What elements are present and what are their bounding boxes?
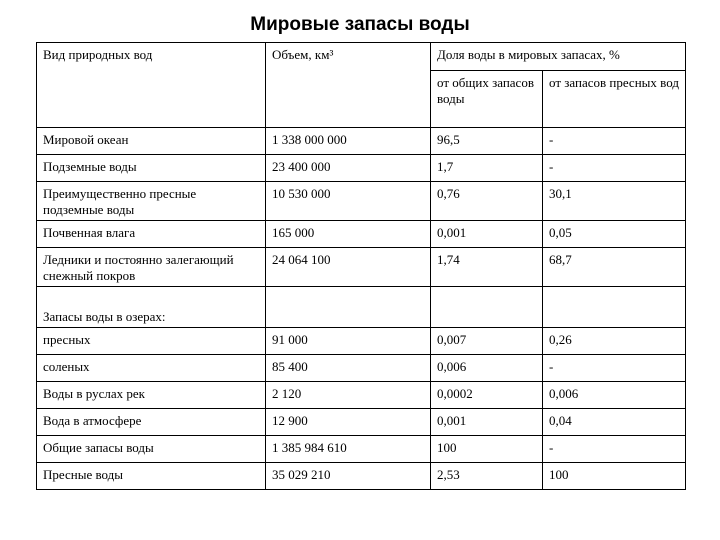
- table-row: [37, 409, 686, 436]
- row-name: Общие запасы воды: [37, 436, 266, 463]
- header-type: Вид природных вод: [37, 43, 266, 128]
- lakes-label: Запасы воды в озерах:: [37, 287, 266, 328]
- row-share-total: 0,007: [431, 328, 543, 355]
- row-share-total: 96,5: [431, 128, 543, 155]
- row-share-fresh: 0,05: [543, 221, 686, 248]
- row-volume: 1 385 984 610: [266, 436, 431, 463]
- row-share-fresh: 0,26: [543, 328, 686, 355]
- lakes-share-total-empty: [431, 287, 543, 328]
- row-volume: 23 400 000: [266, 155, 431, 182]
- row-share-fresh: -: [543, 128, 686, 155]
- row-volume: 12 900: [266, 409, 431, 436]
- table-row: [37, 182, 686, 221]
- row-share-fresh: -: [543, 355, 686, 382]
- row-volume: 1 338 000 000: [266, 128, 431, 155]
- row-name: Почвенная влага: [37, 221, 266, 248]
- row-share-total: 0,006: [431, 355, 543, 382]
- table-row: [37, 355, 686, 382]
- table-row: [37, 128, 686, 155]
- row-share-fresh: -: [543, 155, 686, 182]
- row-name: Подземные воды: [37, 155, 266, 182]
- lakes-volume-empty: [266, 287, 431, 328]
- row-share-total: 100: [431, 436, 543, 463]
- row-volume: 10 530 000: [266, 182, 431, 221]
- header-row: [37, 43, 686, 71]
- water-reserves-table: [36, 42, 686, 490]
- table-row: [37, 436, 686, 463]
- lakes-row: [37, 287, 686, 328]
- row-share-total: 0,0002: [431, 382, 543, 409]
- row-name: Мировой океан: [37, 128, 266, 155]
- row-share-total: 1,7: [431, 155, 543, 182]
- table-row: [37, 463, 686, 490]
- row-volume: 35 029 210: [266, 463, 431, 490]
- row-name: Ледники и постоянно залегающий снежный покров: [37, 248, 266, 287]
- row-share-total: 0,76: [431, 182, 543, 221]
- lakes-share-fresh-empty: [543, 287, 686, 328]
- row-share-total: 1,74: [431, 248, 543, 287]
- header-share-total: от общих запасов воды: [431, 71, 543, 128]
- row-share-fresh: 30,1: [543, 182, 686, 221]
- row-name: Вода в атмосфере: [37, 409, 266, 436]
- row-name: Преимущественно пресные подземные воды: [37, 182, 266, 221]
- row-share-fresh: 100: [543, 463, 686, 490]
- table-row: [37, 328, 686, 355]
- table-title: Мировые запасы воды: [250, 14, 470, 35]
- row-share-fresh: 0,04: [543, 409, 686, 436]
- row-name: пресных: [37, 328, 266, 355]
- row-share-fresh: 68,7: [543, 248, 686, 287]
- row-volume: 91 000: [266, 328, 431, 355]
- row-share-total: 2,53: [431, 463, 543, 490]
- row-volume: 85 400: [266, 355, 431, 382]
- row-volume: 165 000: [266, 221, 431, 248]
- row-volume: 24 064 100: [266, 248, 431, 287]
- table-row: [37, 155, 686, 182]
- header-share: Доля воды в мировых запасах, %: [431, 43, 686, 71]
- row-share-total: 0,001: [431, 221, 543, 248]
- table-row: [37, 248, 686, 287]
- row-share-fresh: -: [543, 436, 686, 463]
- row-name: соленых: [37, 355, 266, 382]
- row-name: Пресные воды: [37, 463, 266, 490]
- table-row: [37, 382, 686, 409]
- row-volume: 2 120: [266, 382, 431, 409]
- table-row: [37, 221, 686, 248]
- header-volume: Объем, км³: [266, 43, 431, 128]
- row-share-fresh: 0,006: [543, 382, 686, 409]
- header-share-fresh: от запасов пресных вод: [543, 71, 686, 128]
- row-share-total: 0,001: [431, 409, 543, 436]
- row-name: Воды в руслах рек: [37, 382, 266, 409]
